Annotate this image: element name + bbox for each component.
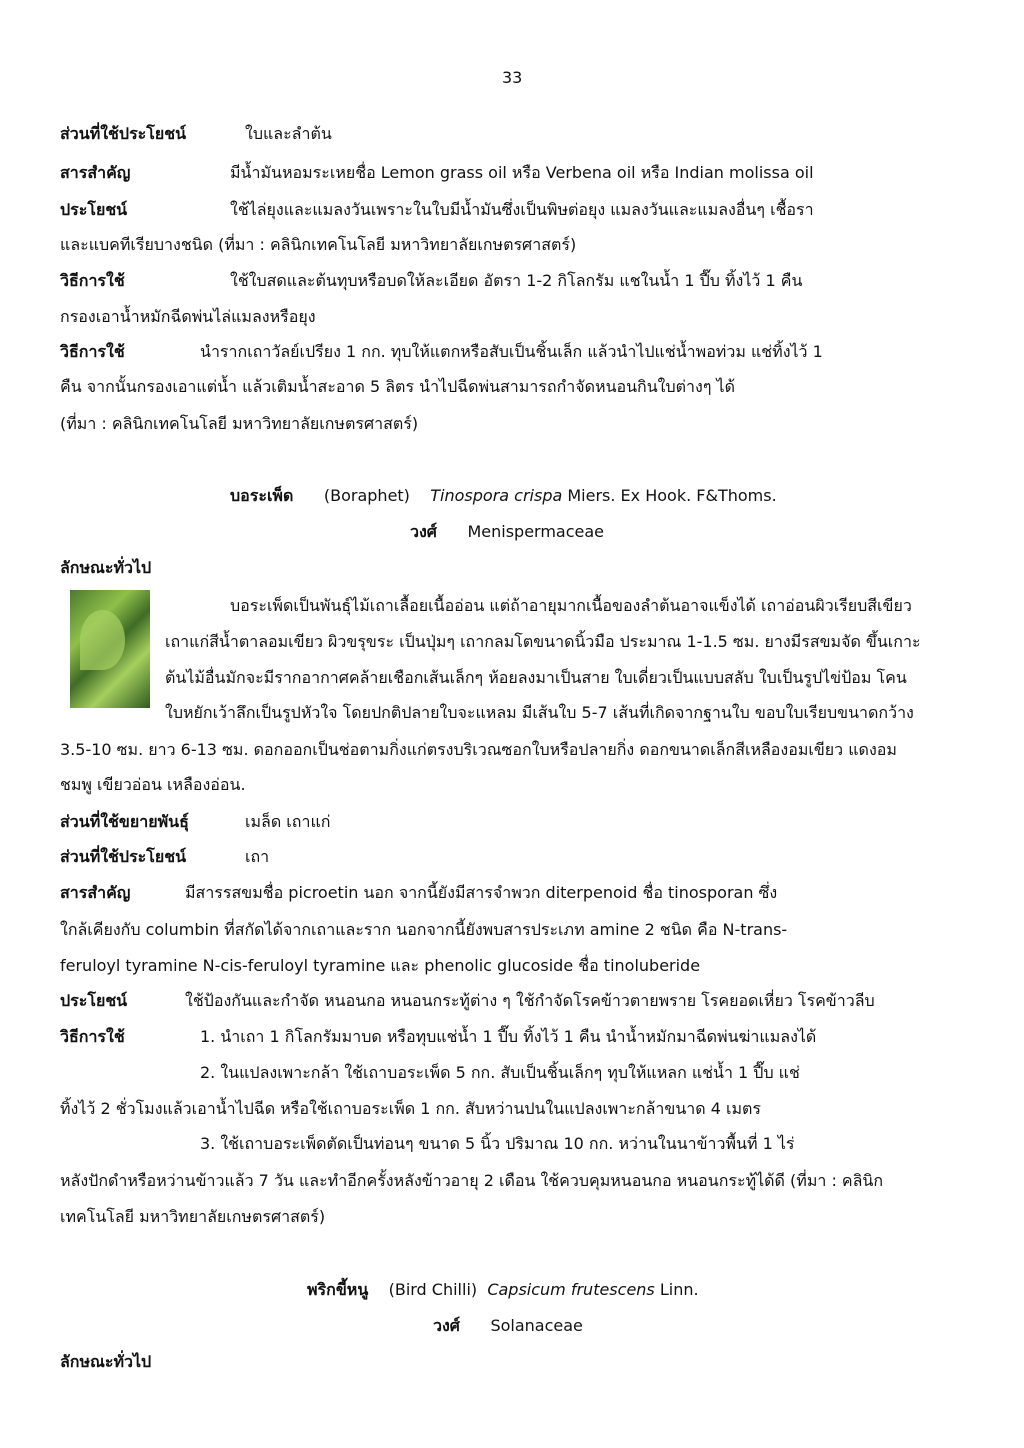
substance-line: ใกล้เคียงกับ columbin ที่สกัดได้จากเถาและราก นอกจากนี้ยังพบสารประเภท amine 2 ชนิด คือ N-trans- [60, 920, 788, 939]
label-general: ลักษณะทั่วไป [60, 558, 152, 577]
author: Miers. Ex Hook. F&Thoms. [567, 486, 777, 505]
benefit-line: และแบคทีเรียบางชนิด (ที่มา : คลินิกเทคโนโลยี มหาวิทยาลัยเกษตรศาสตร์) [60, 235, 577, 254]
scientific-name: Capsicum frutescens [487, 1280, 655, 1299]
label-method: วิธีการใช้ [60, 1027, 125, 1046]
description-line: บอระเพ็ดเป็นพันธุ์ไม้เถาเลื้อยเนื้ออ่อน แต่ถ้าอายุมากเนื้อของลำต้นอาจแข็งได้ เถาอ่อนผิวเรียบสีเขียว [230, 596, 912, 615]
family-label: วงศ์ [433, 1316, 460, 1335]
method-line: เทคโนโลยี มหาวิทยาลัยเกษตรศาสตร์) [60, 1207, 326, 1226]
label-general: ลักษณะทั่วไป [60, 1352, 152, 1371]
label-useful-part: ส่วนที่ใช้ประโยชน์ [60, 124, 187, 143]
boraphet-photo [70, 590, 150, 708]
thai-name: พริกขี้หนู [307, 1280, 369, 1299]
label-method: วิธีการใช้ [60, 271, 125, 290]
family-value: Solanaceae [490, 1316, 583, 1335]
value-propagation: เมล็ด เถาแก่ [245, 812, 331, 831]
label-benefit: ประโยชน์ [60, 200, 128, 219]
description-line: ชมพู เขียวอ่อน เหลืองอ่อน. [60, 775, 246, 794]
substance-line: feruloyl tyramine N-cis-feruloyl tyramine และ phenolic glucoside ชื่อ tinoluberide [60, 956, 701, 975]
scientific-name: Tinospora crispa [430, 486, 563, 505]
label-substance: สารสำคัญ [60, 163, 131, 182]
label-benefit: ประโยชน์ [60, 991, 128, 1010]
family-line [433, 1316, 583, 1336]
description-line: ใบหยักเว้าลึกเป็นรูปหัวใจ โดยปกติปลายใบจะแหลม มีเส้นใบ 5-7 เส้นที่เกิดจากฐานใบ ขอบใบเรียบขนาดกว้าง [165, 703, 914, 722]
plant-heading-bird-chilli [307, 1280, 699, 1300]
plant-heading-boraphet [230, 486, 777, 506]
value-useful-part: เถา [245, 847, 270, 866]
method-line: คืน จากนั้นกรองเอาแต่น้ำ แล้วเติมน้ำสะอาด 5 ลิตร นำไปฉีดพ่นสามารถกำจัดหนอนกินใบต่างๆ ได้ [60, 377, 735, 396]
method-line: 2. ในแปลงเพาะกล้า ใช้เถาบอระเพ็ด 5 กก. สับเป็นชิ้นเล็กๆ ทุบให้แหลก แช่น้ำ 1 ปี๊บ แช่ [200, 1063, 800, 1082]
description-line: ต้นไม้อื่นมักจะมีรากอากาศคล้ายเชือกเส้นเล็กๆ ห้อยลงมาเป็นสาย ใบเดี่ยวเป็นแบบสลับ ใบเป็นรูปไข่ป้อม โคน [165, 668, 907, 687]
value-benefit: ใช้ป้องกันและกำจัด หนอนกอ หนอนกระทู้ต่าง ๆ ใช้กำจัดโรคข้าวตายพราย โรคยอดเหี่ยว โรคข้าวลีบ [185, 991, 875, 1010]
label-useful-part: ส่วนที่ใช้ประโยชน์ [60, 847, 187, 866]
method-line: 3. ใช้เถาบอระเพ็ดตัดเป็นท่อนๆ ขนาด 5 นิ้ว ปริมาณ 10 กก. หว่านในนาข้าวพื้นที่ 1 ไร่ [200, 1134, 795, 1153]
description-line: เถาแก่สีน้ำตาลอมเขียว ผิวขรุขระ เป็นปุ่มๆ เถากลมโตขนาดนิ้วมือ ประมาณ 1-1.5 ซม. ยางมีรสขมจัด ขึ้นเกาะ [165, 632, 921, 651]
benefit-line: ใช้ไล่ยุงและแมลงวันเพราะในใบมีน้ำมันซึ่งเป็นพิษต่อยุง แมลงวันและแมลงอื่นๆ เชื้อรา [230, 200, 814, 219]
english-name: (Bird Chilli) [388, 1280, 478, 1299]
page-number: 33 [502, 68, 523, 87]
family-line [410, 522, 604, 542]
english-name: (Boraphet) [323, 486, 410, 505]
substance-line: มีสารรสขมชื่อ picroetin นอก จากนี้ยังมีสารจำพวก diterpenoid ชื่อ tinosporan ซึ่ง [185, 883, 778, 902]
method-line: กรองเอาน้ำหมักฉีดพ่นไล่แมลงหรือยุง [60, 307, 316, 326]
family-value: Menispermaceae [467, 522, 605, 541]
value-useful-part: ใบและลำต้น [245, 124, 332, 143]
method-line: 1. นำเถา 1 กิโลกรัมมาบด หรือทุบแช่น้ำ 1 ปี๊บ ทิ้งไว้ 1 คืน นำน้ำหมักมาฉีดพ่นฆ่าแมลงได้ [200, 1027, 817, 1046]
label-method: วิธีการใช้ [60, 342, 125, 361]
author: Linn. [659, 1280, 699, 1299]
label-substance: สารสำคัญ [60, 883, 131, 902]
method-line: ทิ้งไว้ 2 ชั่วโมงแล้วเอาน้ำไปฉีด หรือใช้เถาบอระเพ็ด 1 กก. สับหว่านปนในแปลงเพาะกล้าขนาด 4 เมตร [60, 1099, 761, 1118]
method-line: หลังปักดำหรือหว่านข้าวแล้ว 7 วัน และทำอีกครั้งหลังข้าวอายุ 2 เดือน ใช้ควบคุมหนอนกอ หนอนกระทู้ได้ดี (ที่มา : คลินิก [60, 1171, 884, 1190]
value-substance: มีน้ำมันหอมระเหยชื่อ Lemon grass oil หรือ Verbena oil หรือ Indian molissa oil [230, 163, 814, 182]
method-line: (ที่มา : คลินิกเทคโนโลยี มหาวิทยาลัยเกษตรศาสตร์) [60, 414, 419, 433]
thai-name: บอระเพ็ด [230, 486, 294, 505]
method-line: นำรากเถาวัลย์เปรียง 1 กก. ทุบให้แตกหรือสับเป็นชิ้นเล็ก แล้วนำไปแช่น้ำพอท่วม แช่ทิ้งไว้ 1 [200, 342, 823, 361]
label-propagation: ส่วนที่ใช้ขยายพันธุ์ [60, 812, 189, 831]
method-line: ใช้ใบสดและต้นทุบหรือบดให้ละเอียด อัตรา 1-2 กิโลกรัม แชในน้ำ 1 ปี๊บ ทิ้งไว้ 1 คืน [230, 271, 803, 290]
family-label: วงศ์ [410, 522, 437, 541]
description-line: 3.5-10 ซม. ยาว 6-13 ซม. ดอกออกเป็นช่อตามกิ่งแก่ตรงบริเวณซอกใบหรือปลายกิ่ง ดอกขนาดเล็กสีเหลืองอมเขียว แดงอม [60, 740, 897, 759]
